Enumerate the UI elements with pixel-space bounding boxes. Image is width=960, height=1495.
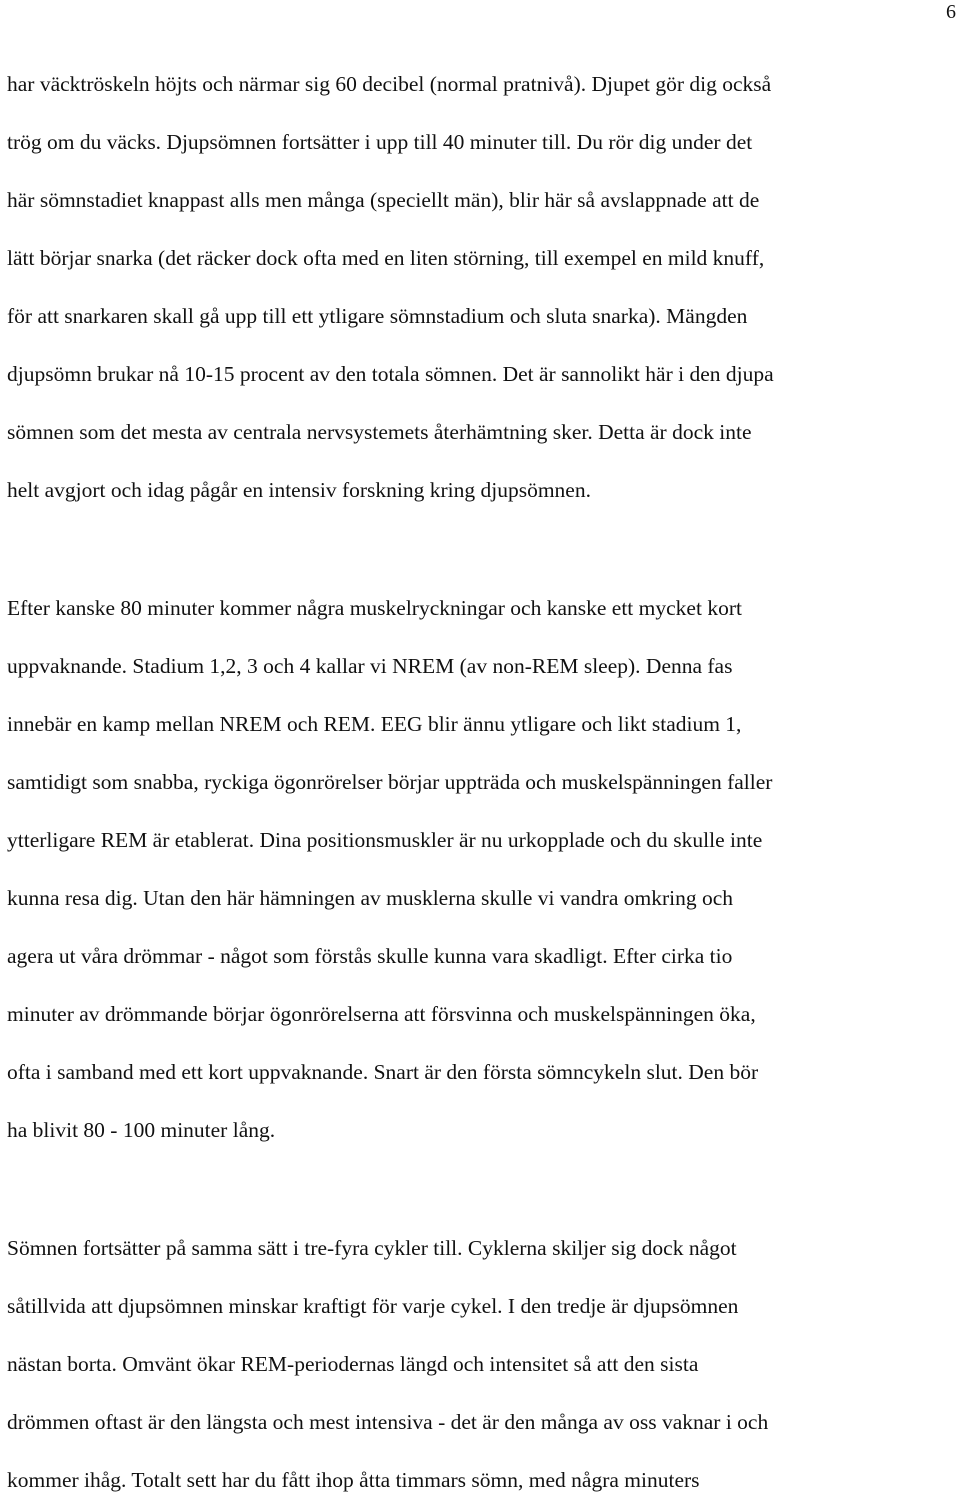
text-line: drömmen oftast är den längsta och mest intensiva - det är den många av oss vaknar i och	[7, 1410, 769, 1434]
text-line: nästan borta. Omvänt ökar REM-periodernas längd och intensitet så att den sista	[7, 1352, 699, 1376]
text-line: Efter kanske 80 minuter kommer några muskelryckningar och kanske ett mycket kort	[7, 596, 742, 620]
text-line: ofta i samband med ett kort uppvaknande. Snart är den första sömncykeln slut. Den bör	[7, 1060, 759, 1084]
text-line: agera ut våra drömmar - något som förstås skulle kunna vara skadligt. Efter cirka tio	[7, 944, 733, 968]
text-line: kunna resa dig. Utan den här hämningen av musklerna skulle vi vandra omkring och	[7, 886, 734, 910]
text-line: såtillvida att djupsömnen minskar kraftigt för varje cykel. I den tredje är djupsömnen	[7, 1294, 739, 1318]
text-line: djupsömn brukar nå 10-15 procent av den totala sömnen. Det är sannolikt här i den djupa	[7, 362, 774, 386]
text-line: här sömnstadiet knappast alls men många (speciellt män), blir här så avslappnade att de	[7, 188, 760, 212]
text-line: minuter av drömmande börjar ögonrörelserna att försvinna och muskelspänningen öka,	[7, 1002, 756, 1026]
text-line: helt avgjort och idag pågår en intensiv forskning kring djupsömnen.	[7, 478, 591, 502]
text-line: kommer ihåg. Totalt sett har du fått ihop åtta timmars sömn, med några minuters	[7, 1468, 700, 1492]
text-line: innebär en kamp mellan NREM och REM. EEG blir ännu ytligare och likt stadium 1,	[7, 712, 742, 736]
page-number: 6	[946, 1, 956, 23]
text-line: för att snarkaren skall gå upp till ett ytligare sömnstadium och sluta snarka). Mängden	[7, 304, 748, 328]
text-line: lätt börjar snarka (det räcker dock ofta med en liten störning, till exempel en mild knuff,	[7, 246, 765, 270]
text-line: samtidigt som snabba, ryckiga ögonrörelser börjar uppträda och muskelspänningen faller	[7, 770, 773, 794]
text-line: sömnen som det mesta av centrala nervsystemets återhämtning sker. Detta är dock inte	[7, 420, 752, 444]
text-line: uppvaknande. Stadium 1,2, 3 och 4 kallar vi NREM (av non-REM sleep). Denna fas	[7, 654, 733, 678]
text-line: Sömnen fortsätter på samma sätt i tre-fyra cykler till. Cyklerna skiljer sig dock något	[7, 1236, 737, 1260]
text-line: har väcktröskeln höjts och närmar sig 60 decibel (normal pratnivå). Djupet gör dig också	[7, 72, 772, 96]
text-line: ha blivit 80 - 100 minuter lång.	[7, 1118, 276, 1142]
text-line: ytterligare REM är etablerat. Dina positionsmuskler är nu urkopplade och du skulle inte	[7, 828, 763, 852]
text-line: trög om du väcks. Djupsömnen fortsätter i upp till 40 minuter till. Du rör dig under det	[7, 130, 753, 154]
